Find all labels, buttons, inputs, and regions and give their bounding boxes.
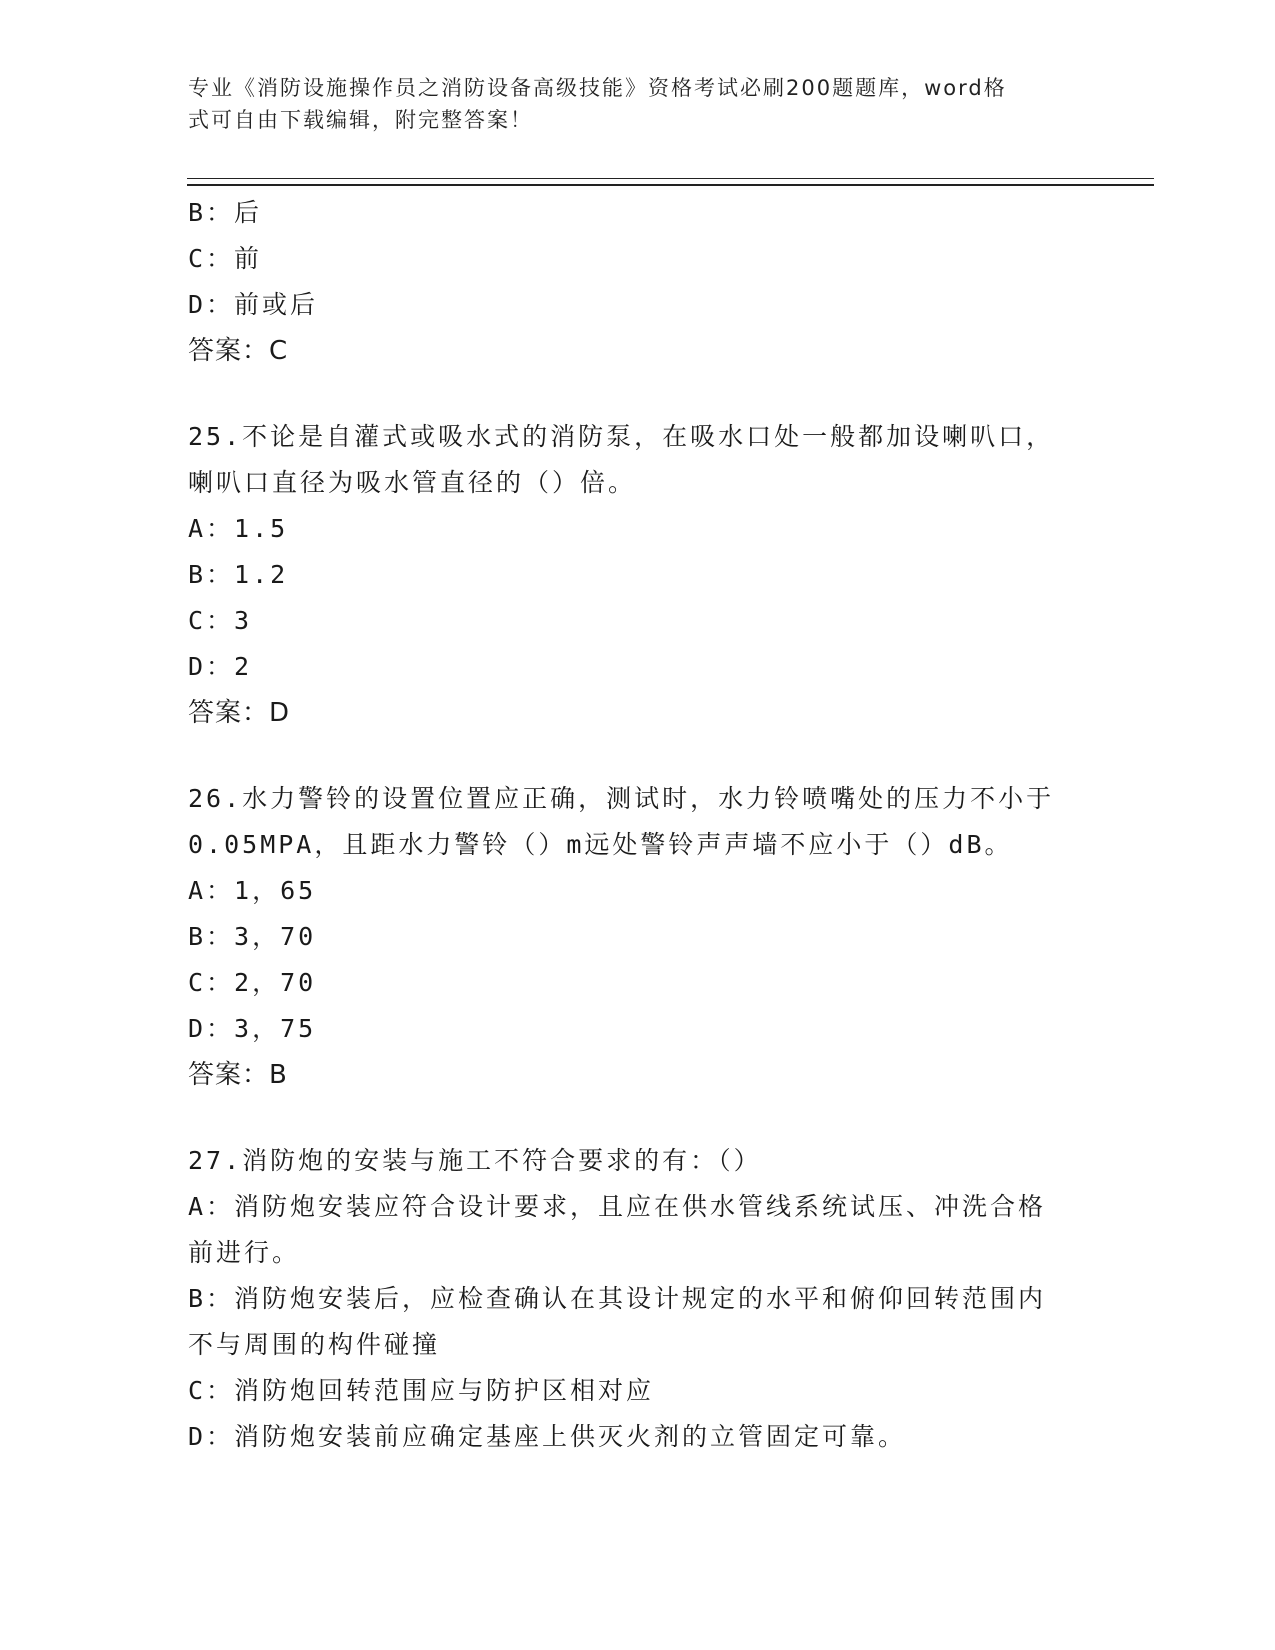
option-b: B：3，70 (188, 922, 317, 951)
option-b: B：后 (188, 198, 263, 227)
answer-line: 答案：B (188, 1060, 288, 1090)
option-b: B：消防炮安装后，应检查确认在其设计规定的水平和俯仰回转范围内 (188, 1284, 1047, 1313)
option-d: D：消防炮安装前应确定基座上供灭火剂的立管固定可靠。 (188, 1422, 907, 1451)
question-stem: 26.水力警铃的设置位置应正确，测试时，水力铃喷嘴处的压力不小于 (188, 784, 1055, 813)
question-stem: 25.不论是自灌式或吸水式的消防泵，在吸水口处一般都加设喇叭口， (188, 422, 1055, 451)
question-25 (188, 414, 1088, 736)
option-d: D：前或后 (188, 290, 319, 319)
option-c: C：消防炮回转范围应与防护区相对应 (188, 1376, 655, 1405)
option-a: A：1，65 (188, 876, 317, 905)
answer-line: 答案：D (188, 698, 291, 728)
question-stem: 喇叭口直径为吸水管直径的（）倍。 (188, 468, 637, 497)
option-a: A：消防炮安装应符合设计要求，且应在供水管线系统试压、冲洗合格 (188, 1192, 1047, 1221)
option-c: C：前 (188, 244, 263, 273)
option-b-continued: 不与周围的构件碰撞 (188, 1330, 441, 1359)
answer-line: 答案：C (188, 336, 289, 366)
header-line-2: 式可自由下载编辑，附完整答案！ (188, 108, 533, 132)
option-d: D：2 (188, 652, 253, 681)
option-a-continued: 前进行。 (188, 1238, 301, 1267)
option-a: A：1.5 (188, 514, 289, 543)
header-line-1: 专业《消防设施操作员之消防设备高级技能》资格考试必刷200题题库，word格 (188, 76, 1007, 100)
option-c: C：2，70 (188, 968, 317, 997)
option-d: D：3，75 (188, 1014, 317, 1043)
option-c: C：3 (188, 606, 253, 635)
option-b: B：1.2 (188, 560, 289, 589)
question-27 (188, 1138, 1088, 1460)
question-stem: 27.消防炮的安装与施工不符合要求的有：（） (188, 1146, 762, 1175)
document-body (188, 190, 1088, 1460)
header-divider (187, 178, 1154, 186)
question-stem: 0.05MPA，且距水力警铃（）m远处警铃声声墙不应小于（）dB。 (188, 830, 1013, 859)
question-26 (188, 776, 1088, 1098)
page-header (188, 72, 1068, 136)
